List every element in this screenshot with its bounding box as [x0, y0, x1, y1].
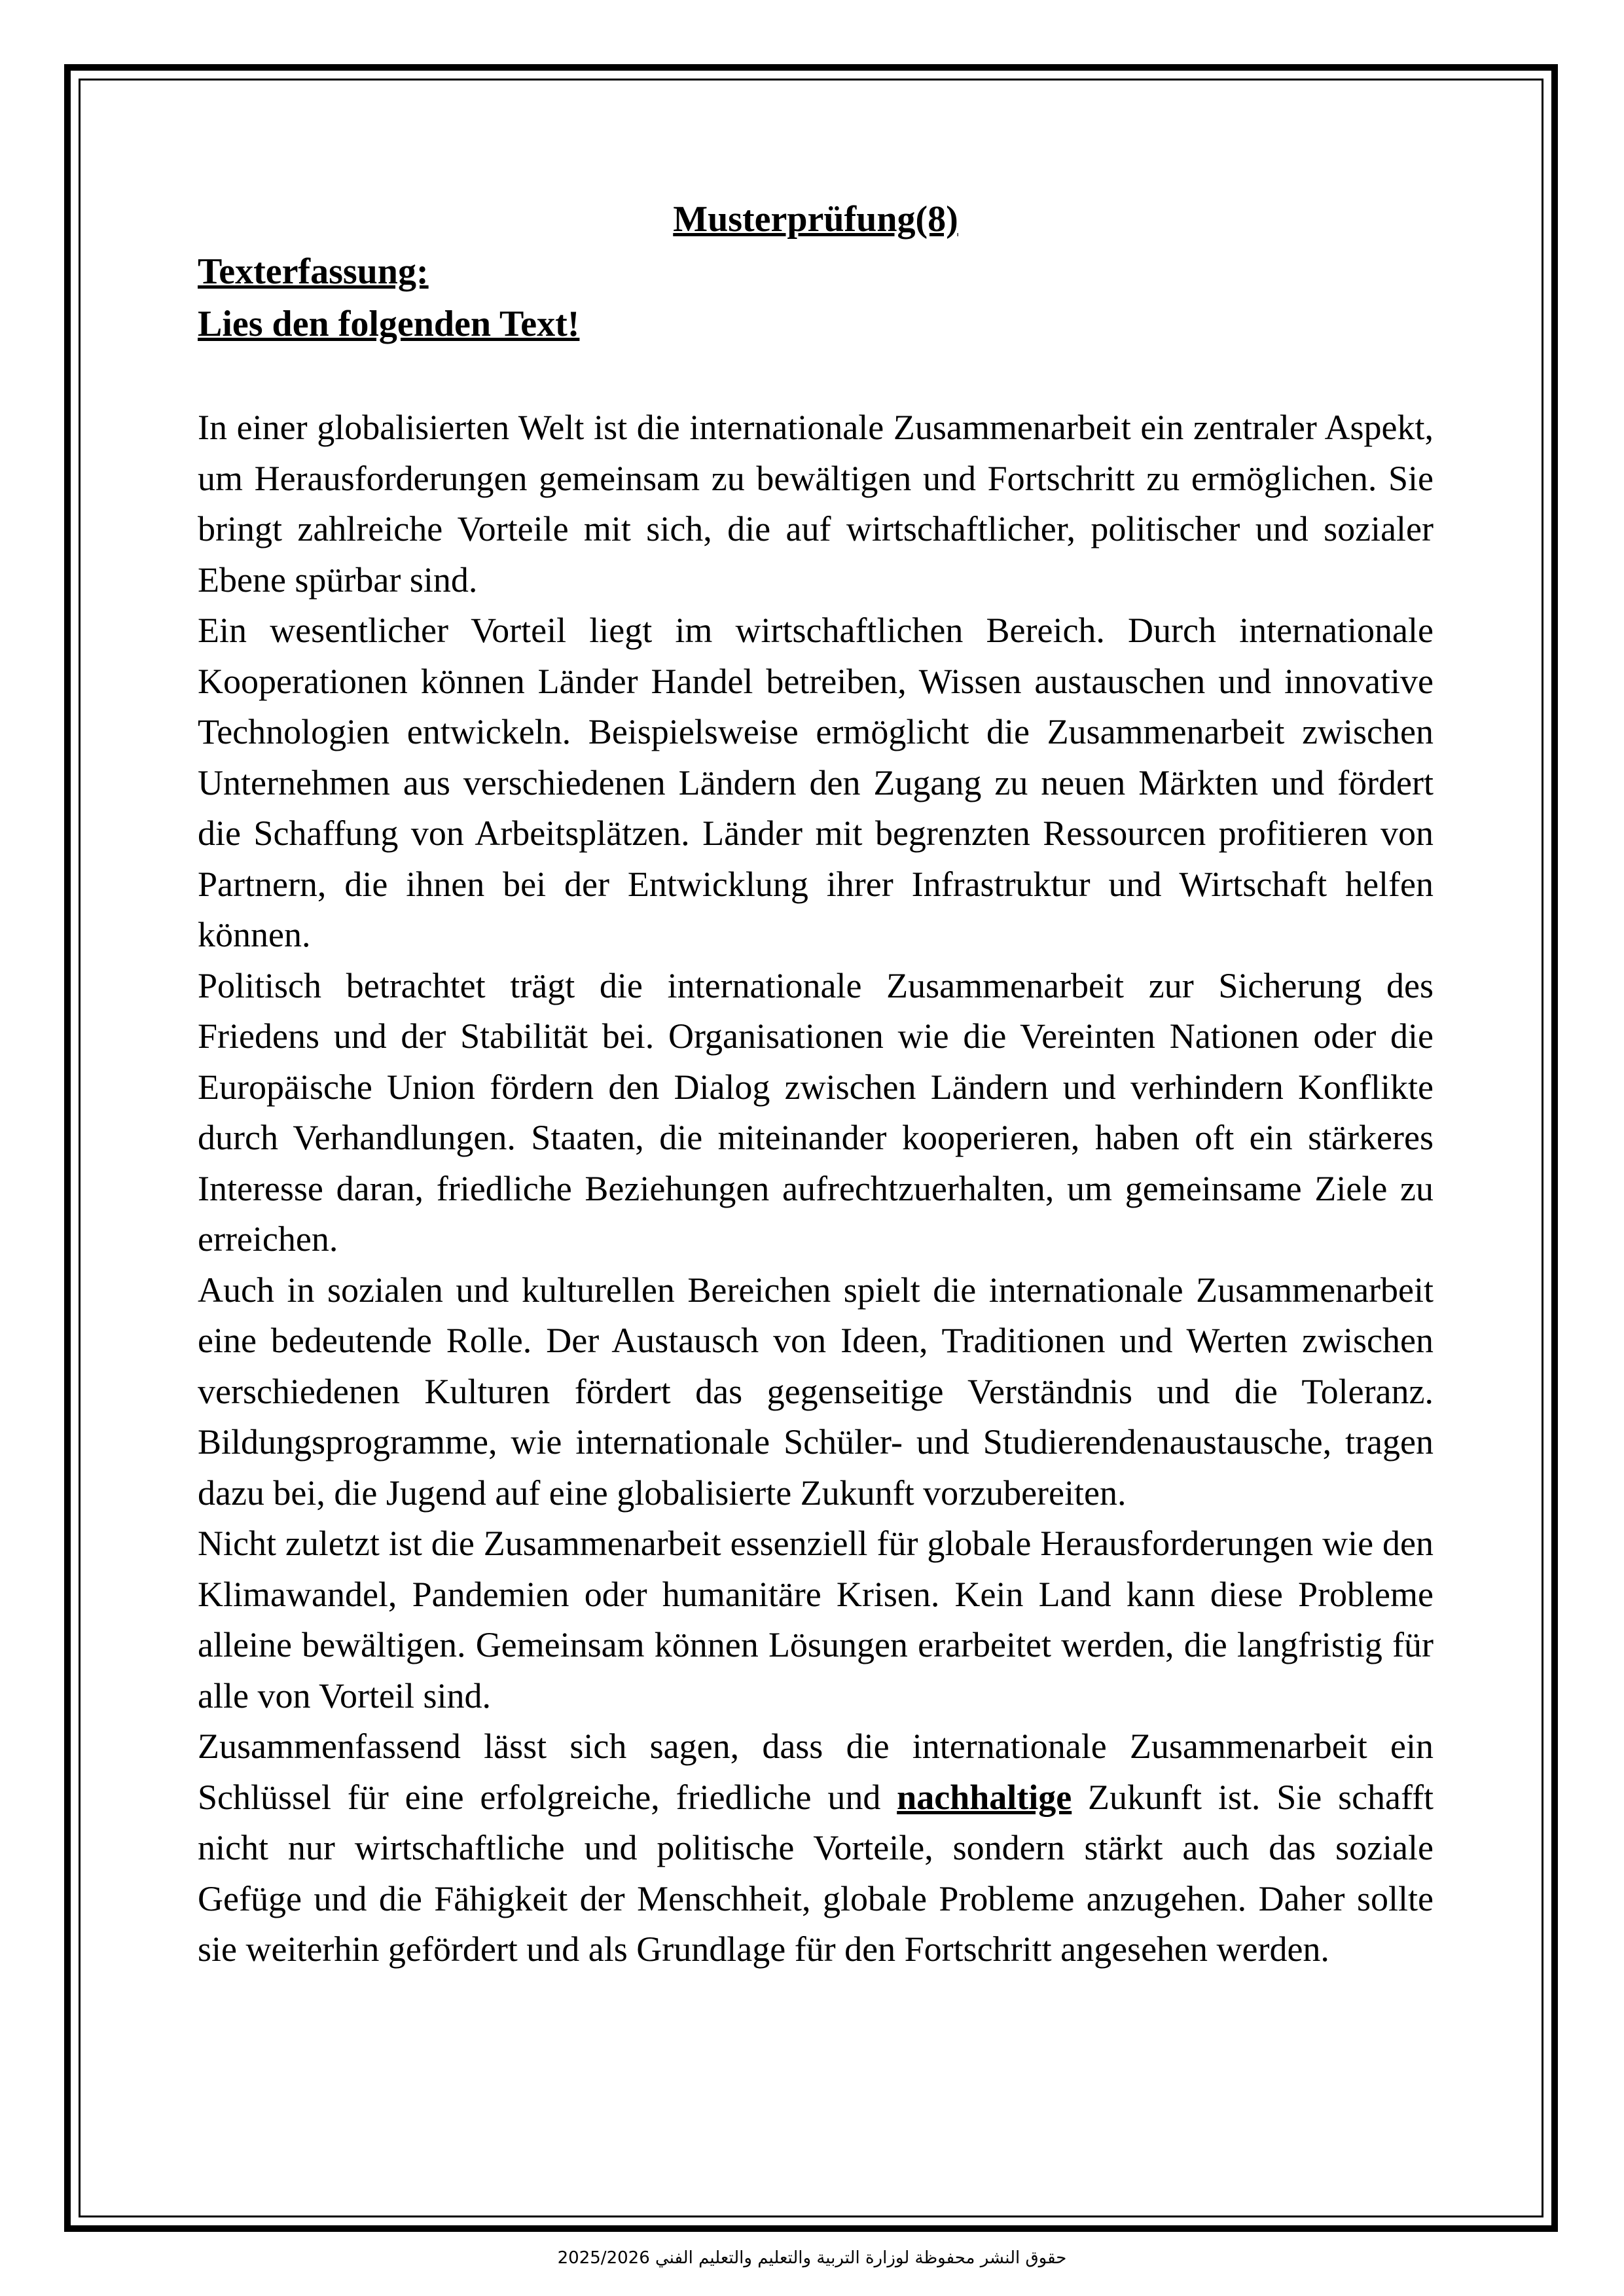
reading-text [198, 403, 1434, 1975]
conclusion-text-start: Zusammenfassend lässt sich sagen, dass die internationale Zusammenarbeit ein Schlüssel für eine erfolgreiche, friedliche und [198, 1727, 1434, 1817]
exam-title: Musterprüfung(8) [673, 199, 958, 240]
paragraph-economy: Ein wesentlicher Vorteil liegt im wirtschaftlichen Bereich. Durch internationale Kooperationen können Länder Handel betreiben, Wissen austauschen und innovative Technologien entwickeln. Beispielsweise ermöglicht die Zusammenarbeit zwischen Unternehmen aus verschiedenen Ländern den Zugang zu neuen Märkten und fördert die Schaffung von Arbeitsplätzen. Länder mit begrenzten Ressourcen profitieren von Partnern, die ihnen bei der Entwicklung ihrer Infrastruktur und Wirtschaft helfen können. [198, 611, 1434, 954]
document-content [198, 193, 1434, 1975]
paragraph-intro: In einer globalisierten Welt ist die internationale Zusammenarbeit ein zentraler Aspekt, um Herausforderungen gemeinsam zu bewältigen und Fortschritt zu ermöglichen. Sie bringt zahlreiche Vorteile mit sich, die auf wirtschaftlicher, politischer und sozialer Ebene spürbar sind. [198, 408, 1434, 600]
paragraph-conclusion [198, 1721, 1434, 1975]
paragraph-politics: Politisch betrachtet trägt die internationale Zusammenarbeit zur Sicherung des Friedens und der Stabilität bei. Organisationen wie die Vereinten Nationen oder die Europäische Union fördern den Dialog zwischen Ländern und verhindern Konflikte durch Verhandlungen. Staaten, die miteinander kooperieren, haben oft ein stärkeres Interesse daran, friedliche Beziehungen aufrechtzuerhalten, um gemeinsame Ziele zu erreichen. [198, 965, 1434, 1259]
instruction: Lies den folgenden Text! [198, 304, 580, 344]
conclusion-text-end: Zukunft ist. Sie schafft nicht nur wirtschaftliche und politische Vorteile, sondern stärkt auch das soziale Gefüge und die Fähigkeit der Menschheit, globale Probleme anzugehen. Daher sollte sie weiterhin gefördert und als Grundlage für den Fortschritt angesehen werden. [198, 1777, 1434, 1969]
keyword-nachhaltige: nachhaltige [897, 1777, 1072, 1817]
paragraph-global-challenges: Nicht zuletzt ist die Zusammenarbeit essenziell für globale Herausforderungen wie den Klimawandel, Pandemien oder humanitäre Krisen. Kein Land kann diese Probleme alleine bewältigen. Gemeinsam können Lösungen erarbeitet werden, die langfristig für alle von Vorteil sind. [198, 1524, 1434, 1715]
section-heading: Texterfassung: [198, 251, 429, 292]
paragraph-culture: Auch in sozialen und kulturellen Bereichen spielt die internationale Zusammenarbeit eine bedeutende Rolle. Der Austausch von Ideen, Traditionen und Werten zwischen verschiedenen Kulturen fördert das gegenseitige Verständnis und die Toleranz. Bildungsprogramme, wie internationale Schüler- und Studierendenaustausche, tragen dazu bei, die Jugend auf eine globalisierte Zukunft vorzubereiten. [198, 1270, 1434, 1513]
copyright-footer: حقوق النشر محفوظة لوزارة التربية والتعليم والتعليم الفني 2025/2026 [557, 2248, 1067, 2268]
